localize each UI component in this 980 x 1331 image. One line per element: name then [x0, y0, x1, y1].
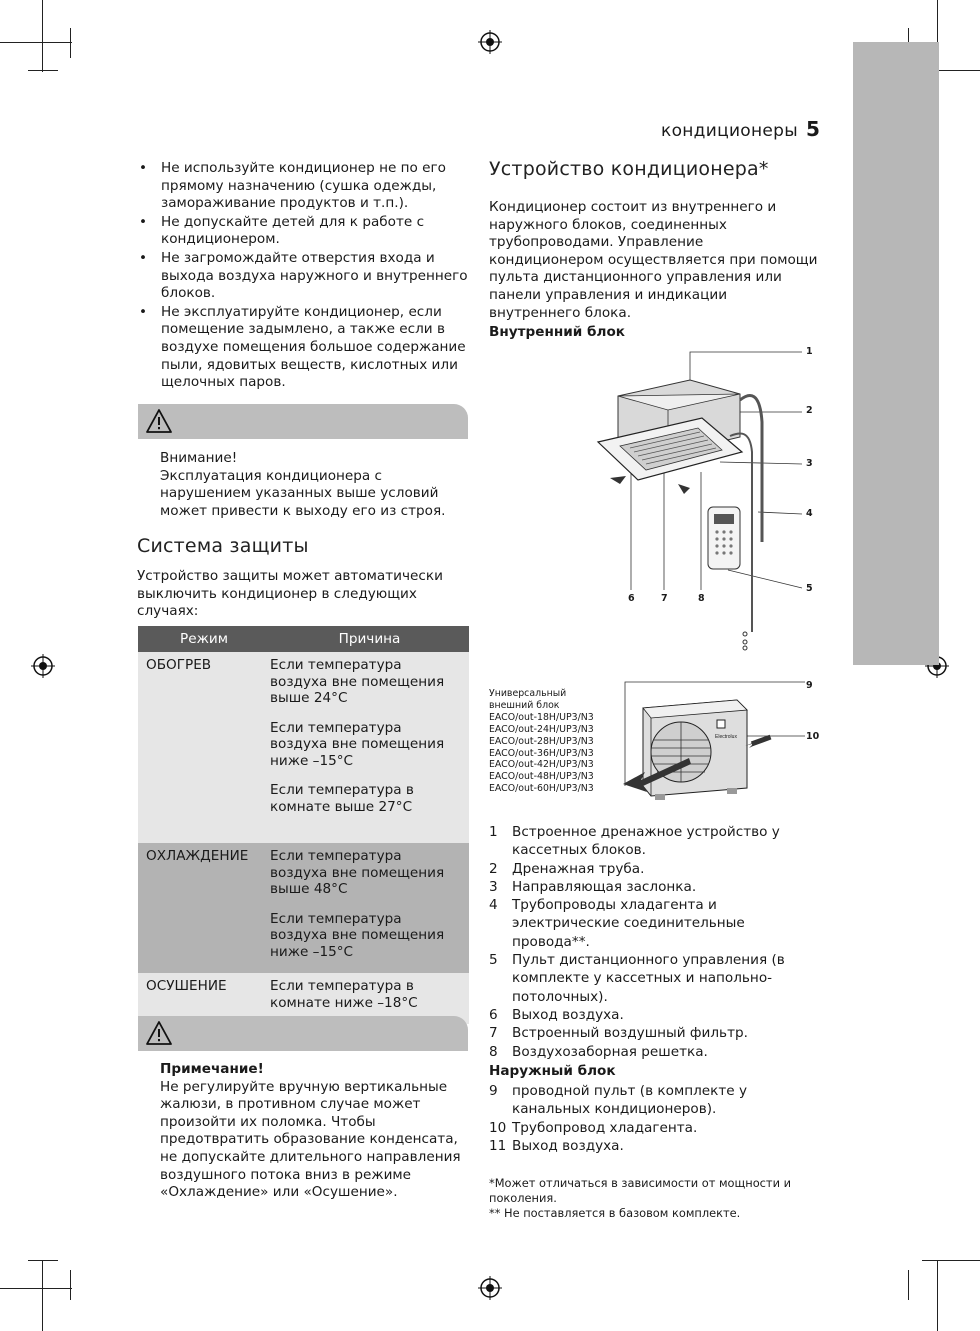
callout-label: 4: [806, 508, 813, 519]
reason-text: Если температура воздуха вне помещения ниже –15°C: [270, 719, 445, 769]
warning-title: Внимание!: [160, 450, 238, 466]
outdoor-unit-diagram: [615, 676, 820, 806]
crop-mark: [42, 1260, 43, 1331]
crop-mark: [28, 1260, 58, 1261]
list-item: 1 Встроенное дренажное устройство у кассетных блоков.: [489, 824, 780, 859]
footnote: *Может отличаться в зависимости от мощности и поколения.: [489, 1176, 791, 1205]
callout-label: 7: [661, 593, 668, 604]
crop-mark: [937, 1260, 938, 1331]
callout-label: 1: [806, 346, 813, 357]
note-block: [160, 1061, 472, 1202]
crop-mark: [0, 1288, 72, 1289]
footnote: ** Не поставляется в базовом комплекте.: [489, 1206, 741, 1220]
outdoor-parts-list: [489, 1082, 824, 1155]
section-intro: Кондиционер состоит из внутреннего и наружного блоков, соединенных трубопроводами. Управление кондиционером осуществляется при помощи пульта дистанционного управления или панели управления и индикации внутреннего блока.: [489, 199, 818, 321]
label-line: EACO/out-24H/UP3/N3: [489, 723, 594, 735]
label-line: EACO/out-36H/UP3/N3: [489, 747, 594, 759]
list-item: 9 проводной пульт (в комплекте у канальных кондиционеров).: [489, 1083, 748, 1118]
reason-text: Если температура воздуха вне помещения выше 48°C: [270, 848, 445, 897]
indoor-parts-list: [489, 823, 824, 1061]
list-item: • Не эксплуатируйте кондиционер, если помещение задымлено, а также если в воздухе помещения большое содержание пыли, ядовитых веществ, кислотных или щелочных паров.: [137, 304, 469, 392]
reason-text: Если температура воздуха вне помещения выше 24°C: [270, 657, 445, 706]
crop-mark: [922, 1260, 980, 1261]
section-heading: Система защиты: [137, 535, 309, 557]
crop-mark: [70, 1270, 71, 1300]
warning-text: Эксплуатация кондиционера с нарушением указанных выше условий может привести к выходу его из строя.: [160, 467, 446, 519]
list-item: • Не допускайте детей для к работе с кондиционером.: [137, 214, 469, 249]
reason-text: Если температура воздуха вне помещения ниже –15°C: [270, 910, 445, 960]
reason-text: Если температура в комнате выше 27°C: [270, 782, 414, 815]
label-line: Универсальный: [489, 688, 567, 699]
list-item: 6 Выход воздуха.: [489, 1006, 624, 1023]
label-line: внешний блок: [489, 699, 560, 711]
table-header-reason: Причина: [270, 626, 469, 652]
callout-label: 8: [698, 593, 705, 604]
list-item: 7 Встроенный воздушный фильтр.: [489, 1025, 748, 1042]
list-item: 3 Направляющая заслонка.: [489, 878, 697, 895]
label-line: EACO/out-28H/UP3/N3: [489, 735, 594, 747]
label-line: EACO/out-60H/UP3/N3: [489, 783, 594, 795]
section-side-tab: [853, 42, 939, 665]
protection-table: [138, 626, 469, 1024]
callout-label: 10: [806, 731, 820, 742]
safety-bullet-list: [137, 160, 469, 393]
warning-triangle-icon: [146, 408, 172, 434]
callout-label: 9: [806, 680, 813, 691]
subsection-heading: Внутренний блок: [489, 324, 626, 340]
note-bar: [138, 1016, 468, 1051]
label-line: EACO/out-18H/UP3/N3: [489, 711, 594, 723]
mode-cell: ОХЛАЖДЕНИЕ: [138, 843, 270, 973]
page-number: 5: [806, 117, 820, 141]
registration-mark-icon: [478, 30, 502, 54]
running-header: кондиционеры: [661, 121, 798, 141]
crop-mark: [70, 28, 71, 58]
list-item: 5 Пульт дистанционного управления (в комплекте у кассетных и напольно-потолочных).: [489, 952, 785, 1005]
warning-triangle-icon: [146, 1020, 172, 1046]
list-item: • Не используйте кондиционер не по его прямому назначению (сушка одежды, замораживание продуктов и т.п.).: [137, 160, 469, 213]
crop-mark: [28, 70, 58, 71]
indoor-unit-diagram: [590, 342, 820, 652]
reason-text: Если температура в комнате ниже –18°C: [270, 978, 418, 1011]
label-line: EACO/out-48H/UP3/N3: [489, 771, 594, 783]
list-item: 2 Дренажная труба.: [489, 860, 645, 877]
section-intro: Устройство защиты может автоматически выключить кондиционер в следующих случаях:: [137, 568, 443, 620]
list-item: 11 Выход воздуха.: [489, 1137, 624, 1154]
reason-cell: [270, 652, 469, 843]
label-line: EACO/out-42H/UP3/N3: [489, 759, 594, 771]
callout-label: 3: [806, 458, 813, 469]
note-title: Примечание!: [160, 1061, 264, 1077]
outdoor-unit-label: [489, 688, 619, 795]
section-heading: Устройство кондиционера*: [489, 158, 769, 180]
list-item: • Не загромождайте отверстия входа и выхода воздуха наружного и внутреннего блоков.: [137, 250, 469, 303]
table-header-mode: Режим: [138, 626, 270, 652]
mode-cell: ОСУШЕНИЕ: [138, 973, 270, 1024]
reason-cell: [270, 843, 469, 973]
brand-logo-text: Electrolux: [715, 734, 737, 740]
subsection-heading: Наружный блок: [489, 1063, 616, 1079]
list-item: 4 Трубопроводы хладагента и электрические соединительные провода**.: [489, 897, 745, 950]
warning-bar: [138, 404, 468, 439]
callout-label: 5: [806, 583, 813, 594]
mode-cell: ОБОГРЕВ: [138, 652, 270, 843]
list-item: 10 Трубопровод хладагента.: [489, 1119, 698, 1136]
table-row: [138, 652, 469, 843]
callout-label: 2: [806, 405, 813, 416]
list-item: 8 Воздухозаборная решетка.: [489, 1043, 708, 1060]
footnotes: [489, 1176, 819, 1221]
callout-label: 6: [628, 593, 635, 604]
note-text: Не регулируйте вручную вертикальные жалюзи, в противном случае может произойти их поломка. Чтобы предотвратить образование конденсата, не допускайте длительного направления воздушного потока вниз в режиме «Охлаждение» или «Осушение».: [160, 1078, 461, 1201]
crop-mark: [0, 42, 72, 43]
registration-mark-icon: [31, 654, 55, 678]
crop-mark: [908, 1270, 909, 1300]
registration-mark-icon: [478, 1276, 502, 1300]
warning-note: [160, 450, 472, 520]
table-row: [138, 843, 469, 973]
crop-mark: [42, 0, 43, 72]
